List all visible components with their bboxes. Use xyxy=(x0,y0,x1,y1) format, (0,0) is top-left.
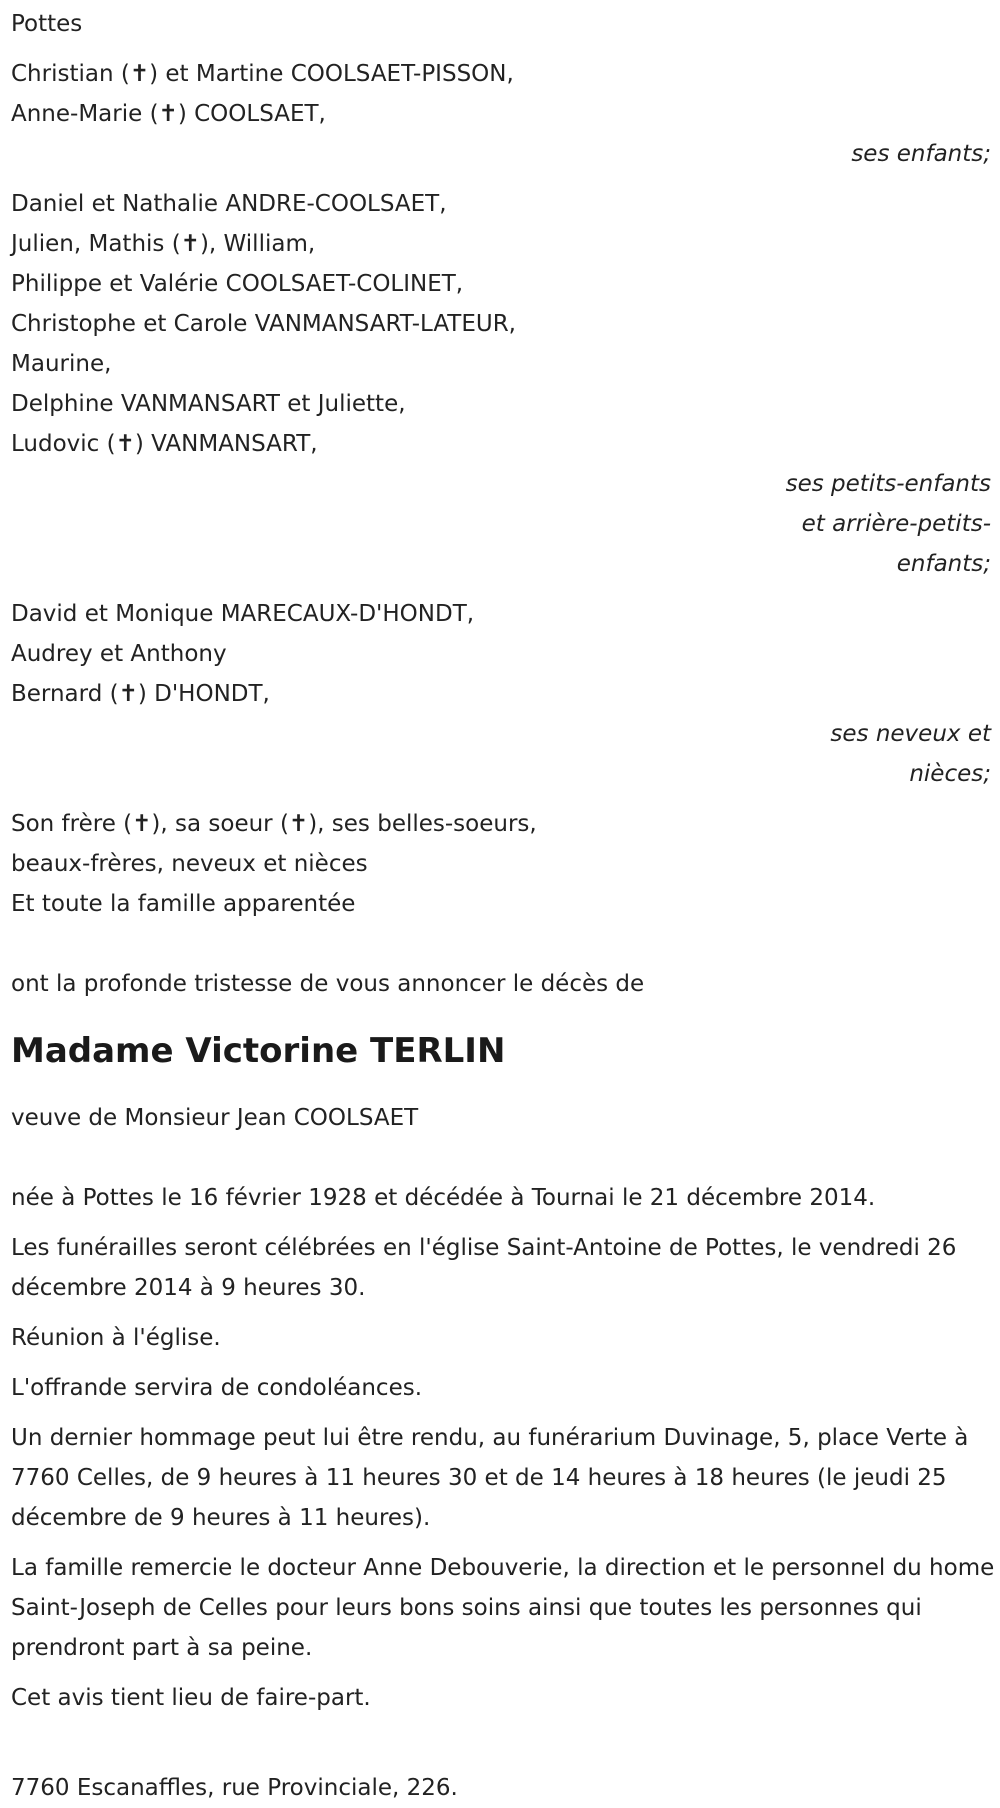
family-section xyxy=(11,804,996,924)
family-line: Et toute la famille apparentée xyxy=(11,891,356,917)
children-line: Christian (✝) et Martine COOLSAET-PISSON, xyxy=(11,61,514,87)
announcement-text: ont la profonde tristesse de vous annoncer le décès de xyxy=(11,971,645,997)
offering-text: L'offrande servira de condoléances. xyxy=(11,1375,423,1401)
birth-death-text: née à Pottes le 16 février 1928 et décédée à Tournai le 21 décembre 2014. xyxy=(11,1185,876,1211)
deceased-name: Madame Victorine TERLIN xyxy=(11,1031,506,1071)
grandchildren-role: enfants; xyxy=(896,551,991,577)
grandchildren-line: Christophe et Carole VANMANSART-LATEUR, xyxy=(11,311,516,337)
grandchildren-line: Julien, Mathis (✝), William, xyxy=(11,231,316,257)
nephews-section xyxy=(11,594,996,794)
thanks-text: La famille remercie le docteur Anne Debouverie, la direction et le personnel du home Saint-Joseph de Celles pour leurs bons soins ainsi que toutes les personnes qui prendront part à sa peine. xyxy=(11,1555,995,1661)
obituary-notice xyxy=(11,4,996,1808)
grandchildren-line: Daniel et Nathalie ANDRE-COOLSAET, xyxy=(11,191,447,217)
grandchildren-section xyxy=(11,184,996,584)
nephews-line: David et Monique MARECAUX-D'HONDT, xyxy=(11,601,475,627)
meeting-text: Réunion à l'église. xyxy=(11,1325,221,1351)
nephews-role: ses neveux et xyxy=(830,721,991,747)
grandchildren-role: et arrière-petits- xyxy=(801,511,991,537)
grandchildren-line: Ludovic (✝) VANMANSART, xyxy=(11,431,318,457)
children-section xyxy=(11,54,996,174)
nephews-line: Audrey et Anthony xyxy=(11,641,227,667)
children-line: Anne-Marie (✝) COOLSAET, xyxy=(11,101,326,127)
details-section xyxy=(11,1178,996,1718)
widow-of-text: veuve de Monsieur Jean COOLSAET xyxy=(11,1105,419,1131)
grandchildren-line: Delphine VANMANSART et Juliette, xyxy=(11,391,406,417)
family-line: beaux-frères, neveux et nièces xyxy=(11,851,368,877)
nephews-role: nièces; xyxy=(909,761,991,787)
tribute-text: Un dernier hommage peut lui être rendu, au funérarium Duvinage, 5, place Verte à 7760 Celles, de 9 heures à 11 heures 30 et de 14 heures à 18 heures (le jeudi 25 décembre de 9 heures à 11 heures). xyxy=(11,1425,969,1531)
grandchildren-line: Philippe et Valérie COOLSAET-COLINET, xyxy=(11,271,464,297)
address-text: 7760 Escanaffles, rue Provinciale, 226. xyxy=(11,1775,458,1801)
notice-text: Cet avis tient lieu de faire-part. xyxy=(11,1685,371,1711)
nephews-line: Bernard (✝) D'HONDT, xyxy=(11,681,270,707)
children-role: ses enfants; xyxy=(851,141,991,167)
location-text: Pottes xyxy=(11,11,83,37)
funeral-text: Les funérailles seront célébrées en l'église Saint-Antoine de Pottes, le vendredi 26 décembre 2014 à 9 heures 30. xyxy=(11,1235,957,1301)
grandchildren-line: Maurine, xyxy=(11,351,112,377)
grandchildren-role: ses petits-enfants xyxy=(785,471,991,497)
family-line: Son frère (✝), sa soeur (✝), ses belles-soeurs, xyxy=(11,811,537,837)
